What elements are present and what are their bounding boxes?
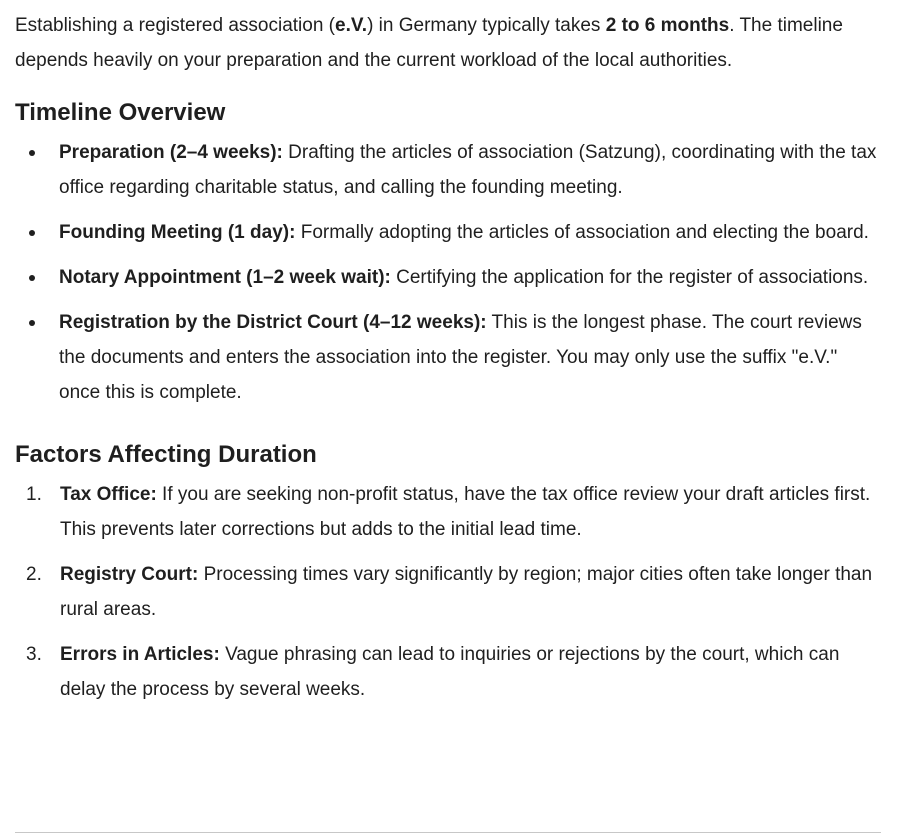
intro-bold-ev: e.V. — [335, 15, 368, 36]
intro-paragraph — [15, 8, 881, 78]
timeline-item-label: Founding Meeting (1 day): — [59, 222, 296, 243]
response-content — [15, 8, 881, 707]
timeline-item-label: Notary Appointment (1–2 week wait): — [59, 267, 391, 288]
factors-heading: Factors Affecting Duration — [15, 441, 317, 468]
intro-text-2: ) in Germany typically takes — [367, 15, 606, 36]
timeline-item-text: Drafting the articles of association (Satzung), coordinating with the tax office regarding charitable status, and calling the founding meeting. — [59, 142, 877, 198]
timeline-item-registration — [15, 305, 881, 410]
bullet-icon — [29, 230, 35, 236]
timeline-list — [15, 135, 881, 410]
bullet-icon — [29, 275, 35, 281]
timeline-heading: Timeline Overview — [15, 99, 226, 126]
intro-text-1: Establishing a registered association ( — [15, 15, 336, 36]
bullet-icon — [29, 150, 35, 156]
list-number: 1. — [26, 484, 42, 505]
timeline-item-label: Registration by the District Court (4–12 weeks): — [59, 312, 487, 333]
list-number: 2. — [26, 564, 42, 585]
factor-item-text: If you are seeking non-profit status, have the tax office review your draft articles first. This prevents later corrections but adds to the initial lead time. — [60, 484, 871, 540]
bullet-icon — [29, 320, 35, 326]
timeline-item-preparation — [15, 135, 881, 205]
factor-item-label: Errors in Articles: — [60, 644, 220, 665]
factor-item-label: Tax Office: — [60, 484, 157, 505]
factor-item-registry-court — [15, 557, 881, 627]
timeline-item-text: Formally adopting the articles of association and electing the board. — [295, 222, 869, 243]
intro-bold-duration: 2 to 6 months — [605, 15, 730, 36]
timeline-item-text: Certifying the application for the register of associations. — [390, 267, 869, 288]
list-number: 3. — [26, 644, 42, 665]
timeline-item-label: Preparation (2–4 weeks): — [59, 142, 283, 163]
factor-item-text: Vague phrasing can lead to inquiries or rejections by the court, which can delay the process by several weeks. — [60, 644, 840, 700]
timeline-item-founding-meeting — [15, 215, 881, 250]
factor-item-errors — [15, 637, 881, 707]
timeline-item-notary — [15, 260, 881, 295]
factor-item-text: Processing times vary significantly by region; major cities often take longer than rural areas. — [60, 564, 873, 620]
factors-list — [15, 477, 881, 707]
factor-item-tax-office — [15, 477, 881, 547]
factor-item-label: Registry Court: — [60, 564, 199, 585]
intro-text-3: . The timeline depends heavily on your preparation and the current workload of the local authorities. — [15, 15, 843, 71]
timeline-item-text: This is the longest phase. The court reviews the documents and enters the association into the register. You may only use the suffix "e.V." once this is complete. — [59, 312, 862, 403]
bottom-divider — [15, 832, 881, 833]
